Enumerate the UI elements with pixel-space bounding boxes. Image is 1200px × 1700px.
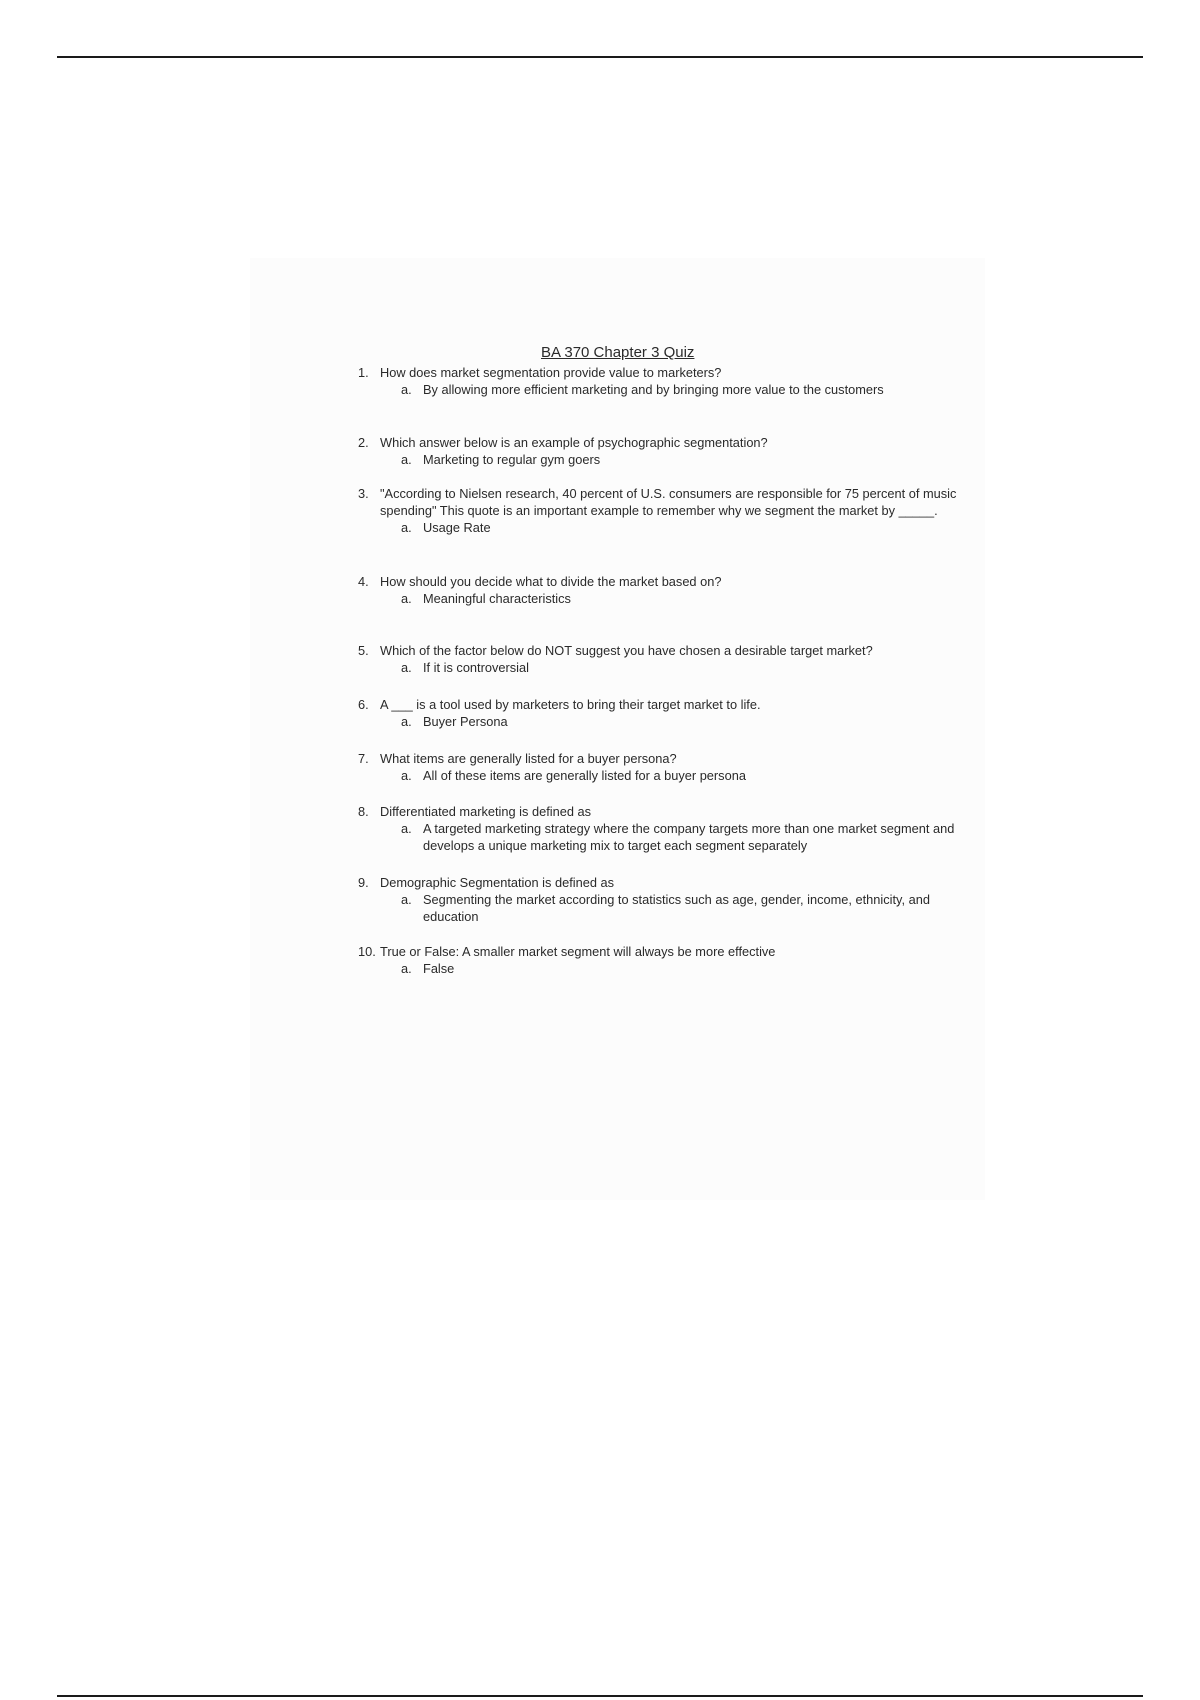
question-number: 9. <box>358 875 369 890</box>
question-9 <box>358 874 958 925</box>
question-text: Demographic Segmentation is defined as <box>380 875 615 890</box>
question-text: Which answer below is an example of psychographic segmentation? <box>380 435 768 450</box>
question-number: 6. <box>358 697 369 712</box>
answer <box>401 820 958 854</box>
question-number: 2. <box>358 435 369 450</box>
question-10 <box>358 943 958 977</box>
answer-letter: a. <box>401 382 412 397</box>
question-6 <box>358 696 958 730</box>
answer <box>401 767 958 784</box>
question-3 <box>358 485 958 536</box>
question-8 <box>358 803 958 854</box>
answer-letter: a. <box>401 591 412 606</box>
answer <box>401 381 958 398</box>
answer-letter: a. <box>401 660 412 675</box>
answer <box>401 451 958 468</box>
answer-text: Segmenting the market according to statistics such as age, gender, income, ethnicity, and education <box>423 892 930 924</box>
answer <box>401 519 958 536</box>
answer-text: Buyer Persona <box>423 714 508 729</box>
answer-letter: a. <box>401 714 412 729</box>
answer-letter: a. <box>401 768 412 783</box>
question-number: 7. <box>358 751 369 766</box>
bottom-rule <box>57 1695 1143 1697</box>
question-2 <box>358 434 958 468</box>
question-number: 4. <box>358 574 369 589</box>
question-number: 1. <box>358 365 369 380</box>
question-number: 5. <box>358 643 369 658</box>
question-text: What items are generally listed for a buyer persona? <box>380 751 677 766</box>
question-text: Which of the factor below do NOT suggest you have chosen a desirable target market? <box>380 643 873 658</box>
answer-text: If it is controversial <box>423 660 529 675</box>
question-number: 10. <box>358 944 376 959</box>
answer-letter: a. <box>401 821 412 836</box>
answer-letter: a. <box>401 892 412 907</box>
answer-text: A targeted marketing strategy where the company targets more than one market segment and develops a unique marketing mix to target each segment separately <box>423 821 955 853</box>
answer-letter: a. <box>401 520 412 535</box>
top-rule <box>57 56 1143 58</box>
question-4 <box>358 573 958 607</box>
answer-letter: a. <box>401 961 412 976</box>
question-text: "According to Nielsen research, 40 percent of U.S. consumers are responsible for 75 percent of music spending" This quote is an important example to remember why we segment the market by _____. <box>380 486 957 518</box>
question-text: How should you decide what to divide the market based on? <box>380 574 722 589</box>
question-1 <box>358 364 958 398</box>
answer <box>401 659 958 676</box>
question-5 <box>358 642 958 676</box>
answer <box>401 713 958 730</box>
quiz-title: BA 370 Chapter 3 Quiz <box>541 344 695 361</box>
question-text: Differentiated marketing is defined as <box>380 804 592 819</box>
answer <box>401 891 958 925</box>
question-text: How does market segmentation provide value to marketers? <box>380 365 722 380</box>
answer-text: Marketing to regular gym goers <box>423 452 601 467</box>
answer-text: By allowing more efficient marketing and by bringing more value to the customers <box>423 382 884 397</box>
question-number: 3. <box>358 486 369 501</box>
question-text: True or False: A smaller market segment will always be more effective <box>380 944 776 959</box>
question-7 <box>358 750 958 784</box>
answer <box>401 590 958 607</box>
answer-text: False <box>423 961 455 976</box>
answer-text: Usage Rate <box>423 520 491 535</box>
question-number: 8. <box>358 804 369 819</box>
answer-letter: a. <box>401 452 412 467</box>
answer-text: All of these items are generally listed for a buyer persona <box>423 768 746 783</box>
answer <box>401 960 958 977</box>
answer-text: Meaningful characteristics <box>423 591 571 606</box>
question-text: A ___ is a tool used by marketers to bring their target market to life. <box>380 697 761 712</box>
